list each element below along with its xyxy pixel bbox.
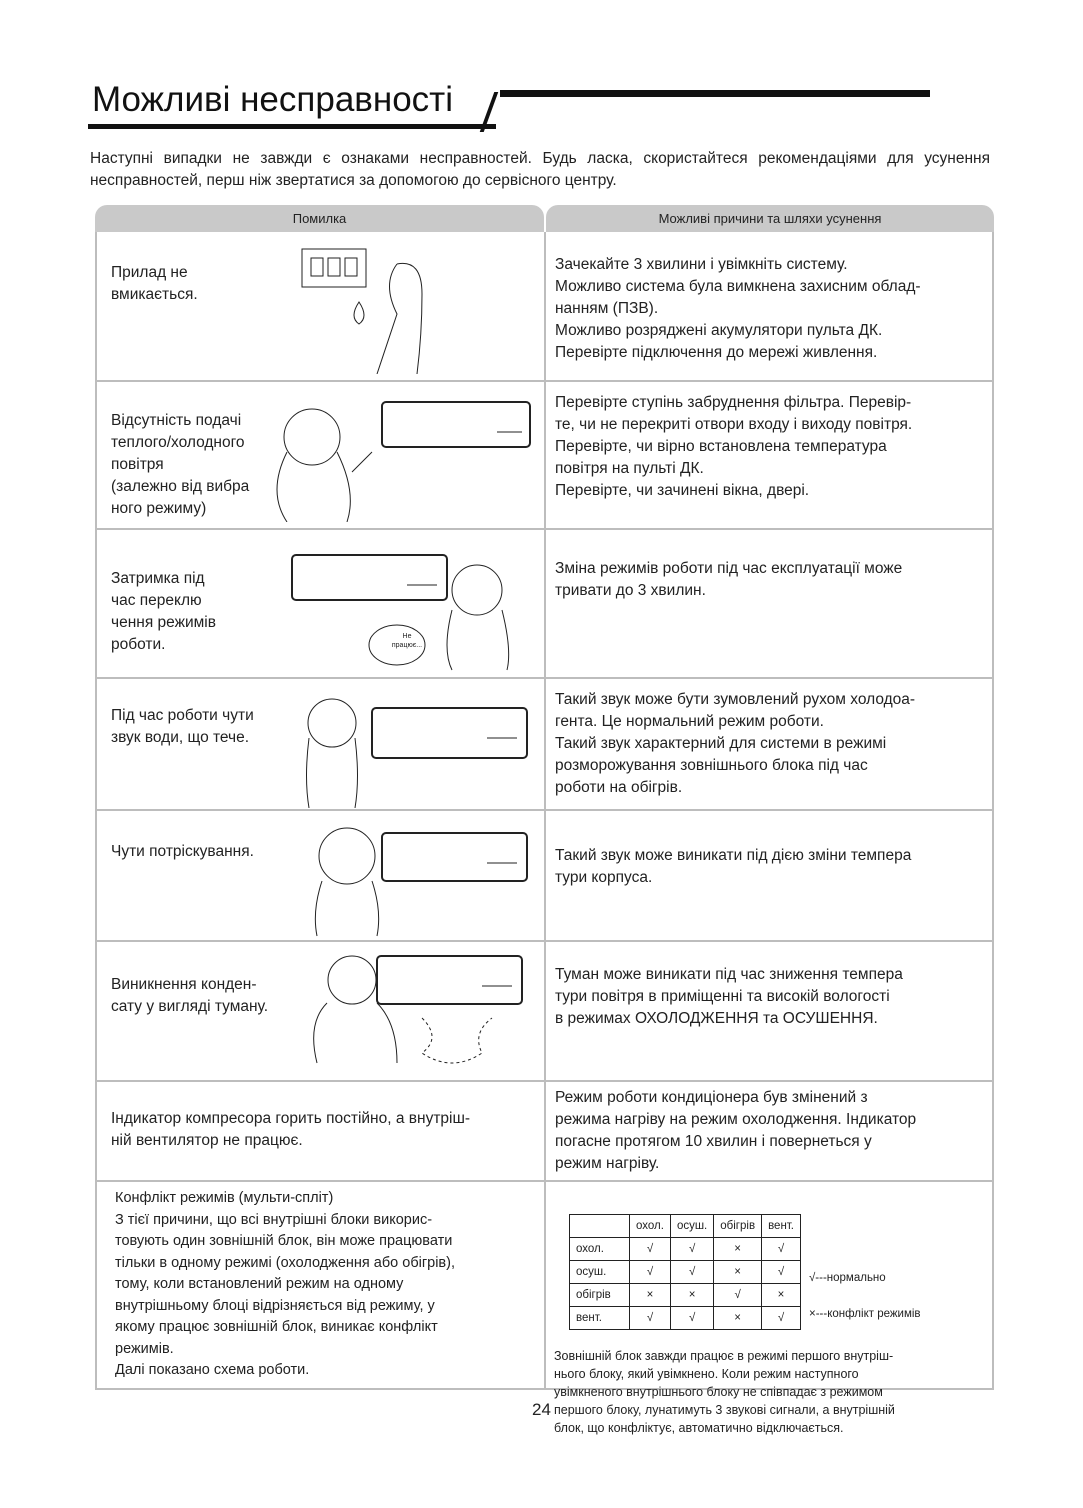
matrix-cell: √: [714, 1284, 762, 1307]
table-row: [95, 1082, 994, 1182]
fault-text: Чути потріскування.: [111, 843, 254, 860]
woman-ac-thinking-illustration: [287, 550, 537, 675]
matrix-cell: √: [630, 1261, 671, 1284]
fault-text: Прилад не вмикається.: [111, 264, 198, 303]
matrix-cell: [570, 1215, 630, 1238]
woman-listening-illustration: [297, 693, 537, 808]
solution-text: Режим роботи кондиціонера був змінений з режима нагріву на режим охолодження. Індикатор погасне протягом 10 хвилин і повернеться у режим нагріву.: [555, 1089, 917, 1172]
thought-bubble-text: Не працює...: [391, 633, 423, 649]
table-row: [95, 232, 994, 382]
matrix-cell: осуш.: [670, 1215, 713, 1238]
woman-ac-illustration: [272, 392, 542, 522]
fault-text: Індикатор компресора горить постійно, а внутріш- ній вентилятор не працює.: [111, 1110, 471, 1149]
matrix-cell: вент.: [762, 1215, 801, 1238]
matrix-cell: ×: [630, 1284, 671, 1307]
header-causes: Можливі причини та шляхи усунення: [546, 205, 994, 232]
matrix-cell: √: [670, 1238, 713, 1261]
matrix-cell: √: [762, 1238, 801, 1261]
page-number: 24: [532, 1400, 551, 1419]
matrix-cell: √: [670, 1261, 713, 1284]
table-row: [95, 811, 994, 942]
matrix-cell: √: [762, 1307, 801, 1330]
matrix-cell: обігрів: [714, 1215, 762, 1238]
matrix-cell: ×: [714, 1238, 762, 1261]
fault-text: Виникнення конден- сату у вигляді туману.: [111, 976, 269, 1015]
matrix-cell: √: [670, 1307, 713, 1330]
matrix-legend: [809, 1251, 921, 1341]
matrix-cell: √: [630, 1238, 671, 1261]
solution-text: Такий звук може бути зумовлений рухом холодоа- гента. Це нормальний режим роботи. Такий звук характерний для системи в режимі розморожування зовнішнього блока під час роботи на обігрів.: [555, 691, 916, 796]
table-row: [95, 942, 994, 1082]
matrix-cell: охол.: [630, 1215, 671, 1238]
solution-text: Перевірте ступінь забруднення фільтра. Перевір- те, чи не перекриті отвори входу і виходу повітря. Перевірте, чи вірно встановлена температура повітря на пульті ДК. Перевірте, чи зачинені вікна, двері.: [555, 394, 913, 499]
table-row: [95, 382, 994, 530]
mode-conflict-info: [546, 1182, 992, 1435]
matrix-cell: вент.: [570, 1307, 630, 1330]
woman-remote-illustration: [297, 244, 427, 374]
matrix-cell: осуш.: [570, 1261, 630, 1284]
woman-fog-illustration: [292, 948, 537, 1078]
page-title: Можливі несправності: [92, 80, 453, 119]
matrix-cell: √: [630, 1307, 671, 1330]
legend-conflict: ×---конфлікт режимів: [808, 1308, 921, 1320]
fault-text: Відсутність подачі теплого/холодного повітря (залежно від вибра ного режиму): [111, 412, 250, 517]
matrix-cell: охол.: [570, 1238, 630, 1261]
woman-crackling-illustration: [307, 821, 537, 941]
matrix-cell: √: [762, 1261, 801, 1284]
solution-text: Туман може виникати під час зниження темпера тури повітря в приміщенні та високій вологості в режимах ОХОЛОДЖЕННЯ та ОСУШЕННЯ.: [555, 966, 903, 1027]
matrix-cell: обігрів: [570, 1284, 630, 1307]
legend-normal: √---нормально: [808, 1272, 886, 1284]
fault-text: Затримка під час переклю чення режимів роботи.: [111, 570, 216, 653]
title-bar: [500, 90, 930, 97]
matrix-cell: ×: [670, 1284, 713, 1307]
header-fault: Помилка: [95, 205, 544, 232]
fault-text: Під час роботи чути звук води, що тече.: [111, 707, 254, 746]
matrix-cell: ×: [762, 1284, 801, 1307]
matrix-cell: ×: [714, 1261, 762, 1284]
matrix-note: Зовнішній блок завжди працює в режимі першого внутріш- нього блоку, який увімкнено. Коли режим наступного увімкненого внутрішнього блоку не співпадає з режимом першого блоку, лунатимуть 3 звукові сигнали, а внутрішній блок, що конфліктує, автоматично відключається.: [554, 1349, 895, 1435]
solution-text: Зачекайте 3 хвилини і увімкніть систему. Можливо система була вимкнена захисним облад- нанням (ПЗВ). Можливо розряджені акумулятори пульта ДК. Перевірте підключення до мережі живлення.: [555, 256, 921, 361]
table-row: [95, 530, 994, 679]
matrix-cell: ×: [714, 1307, 762, 1330]
table-row: [95, 679, 994, 811]
mode-conflict-matrix: [569, 1214, 801, 1330]
fault-text: Конфлікт режимів (мульти-спліт) З тієї причини, що всі внутрішні блоки викорис- товують один зовнішній блок, він може працювати тільки в одному режимі (охолодження або обігрів), тому, коли встановлений режим на одному внутрішньому блоці відрізняється від режиму, у якому працює зовнішній блок, виникає конфлікт режимів. Далі показано схема роботи.: [115, 1190, 455, 1378]
intro-text: Наступні випадки не завжди є ознаками несправностей. Будь ласка, скористайтеся рекомендаціями для усунення несправностей, перш ніж звертатися за допомогою до сервісного центру.: [90, 150, 990, 189]
solution-text: Такий звук може виникати під дією зміни темпера тури корпуса.: [555, 847, 912, 886]
solution-text: Зміна режимів роботи під час експлуатації може тривати до 3 хвилин.: [555, 560, 903, 599]
title-underline: [88, 124, 496, 129]
